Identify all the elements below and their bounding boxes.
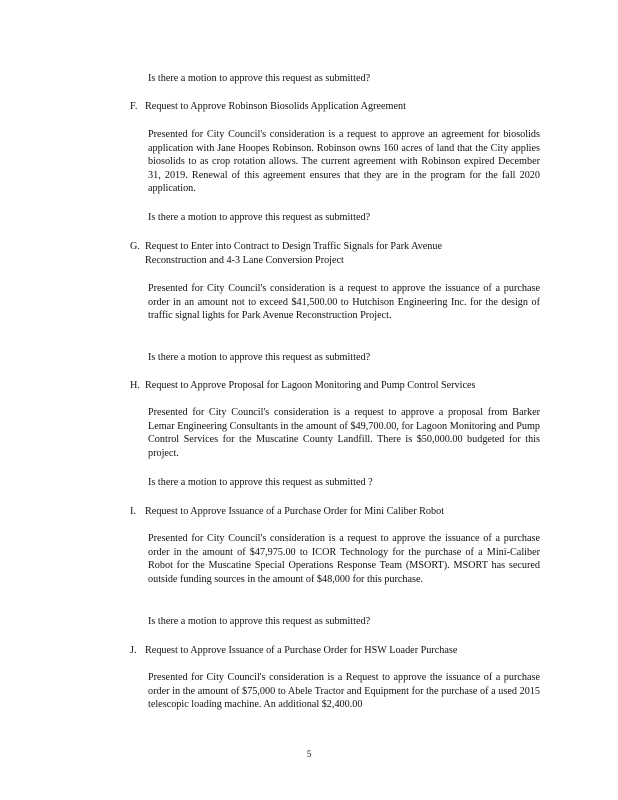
- item-f-letter: F.: [130, 101, 138, 112]
- item-g-letter: G.: [130, 241, 140, 252]
- item-j-letter: J.: [130, 645, 137, 656]
- item-i-heading: [130, 505, 540, 519]
- item-g-title-cont: Reconstruction and 4-3 Lane Conversion Project: [145, 254, 344, 266]
- item-g-title: Request to Enter into Contract to Design Traffic Signals for Park Avenue: [145, 241, 442, 252]
- item-j-title: Request to Approve Issuance of a Purchase Order for HSW Loader Purchase: [145, 645, 458, 656]
- item-g-heading: [130, 240, 540, 267]
- item-j-body: Presented for City Council's consideration is a Request to approve the issuance of a purchase order in the amount of $75,000 to Abele Tractor and Equipment for the purchase of a used 2015 telescopic loading machine. An additional $2,400.00: [148, 672, 540, 711]
- page-number: 5: [306, 749, 312, 759]
- item-f-body: Presented for City Council's consideration is a request to approve an agreement for biosolids application with Jane Hoopes Robinson. Robinson owns 160 acres of land that the City applies biosolids to as crop rotation allows. The current agreement with Robinson expired December 31, 2019. Renewal of this agreement ensures that they are in the program for the fall 2020 application.: [148, 129, 540, 195]
- item-f-heading: [130, 100, 540, 114]
- intro-question: Is there a motion to approve this request as submitted?: [148, 73, 371, 84]
- item-f-title: Request to Approve Robinson Biosolids Application Agreement: [145, 101, 406, 112]
- item-i-body: Presented for City Council's consideration is a request to approve the issuance of a purchase order in the amount of $47,975.00 to ICOR Technology for the purchase of a Mini-Caliber Robot for the Muscatine Special Operations Response Team (MSORT). MSORT has secured outside funding sources in the amount of $48,000 for this purchase.: [148, 533, 540, 585]
- item-i-letter: I.: [130, 506, 136, 517]
- item-g-question: Is there a motion to approve this request as submitted?: [148, 352, 371, 363]
- item-f-question: Is there a motion to approve this request as submitted?: [148, 212, 371, 223]
- item-h-question: Is there a motion to approve this request as submitted ?: [148, 477, 373, 488]
- item-i-title: Request to Approve Issuance of a Purchase Order for Mini Caliber Robot: [145, 506, 445, 517]
- item-j-heading: [130, 644, 540, 658]
- item-h-heading: [130, 379, 540, 393]
- item-h-body: Presented for City Council's consideration is a request to approve a proposal from Barker Lemar Engineering Consultants in the amount of $49,700.00, for Lagoon Monitoring and Pump Control Services for the Muscatine County Landfill. There is $50,000.00 budgeted for this project.: [148, 407, 540, 459]
- item-i-question: Is there a motion to approve this request as submitted?: [148, 616, 371, 627]
- item-g-body: Presented for City Council's consideration is a request to approve the issuance of a purchase order in an amount not to exceed $41,500.00 to Hutchison Engineering Inc. for the design of traffic signal lights for Park Avenue Reconstruction Project.: [148, 283, 540, 322]
- item-h-title: Request to Approve Proposal for Lagoon Monitoring and Pump Control Services: [145, 380, 476, 391]
- item-h-letter: H.: [130, 380, 140, 391]
